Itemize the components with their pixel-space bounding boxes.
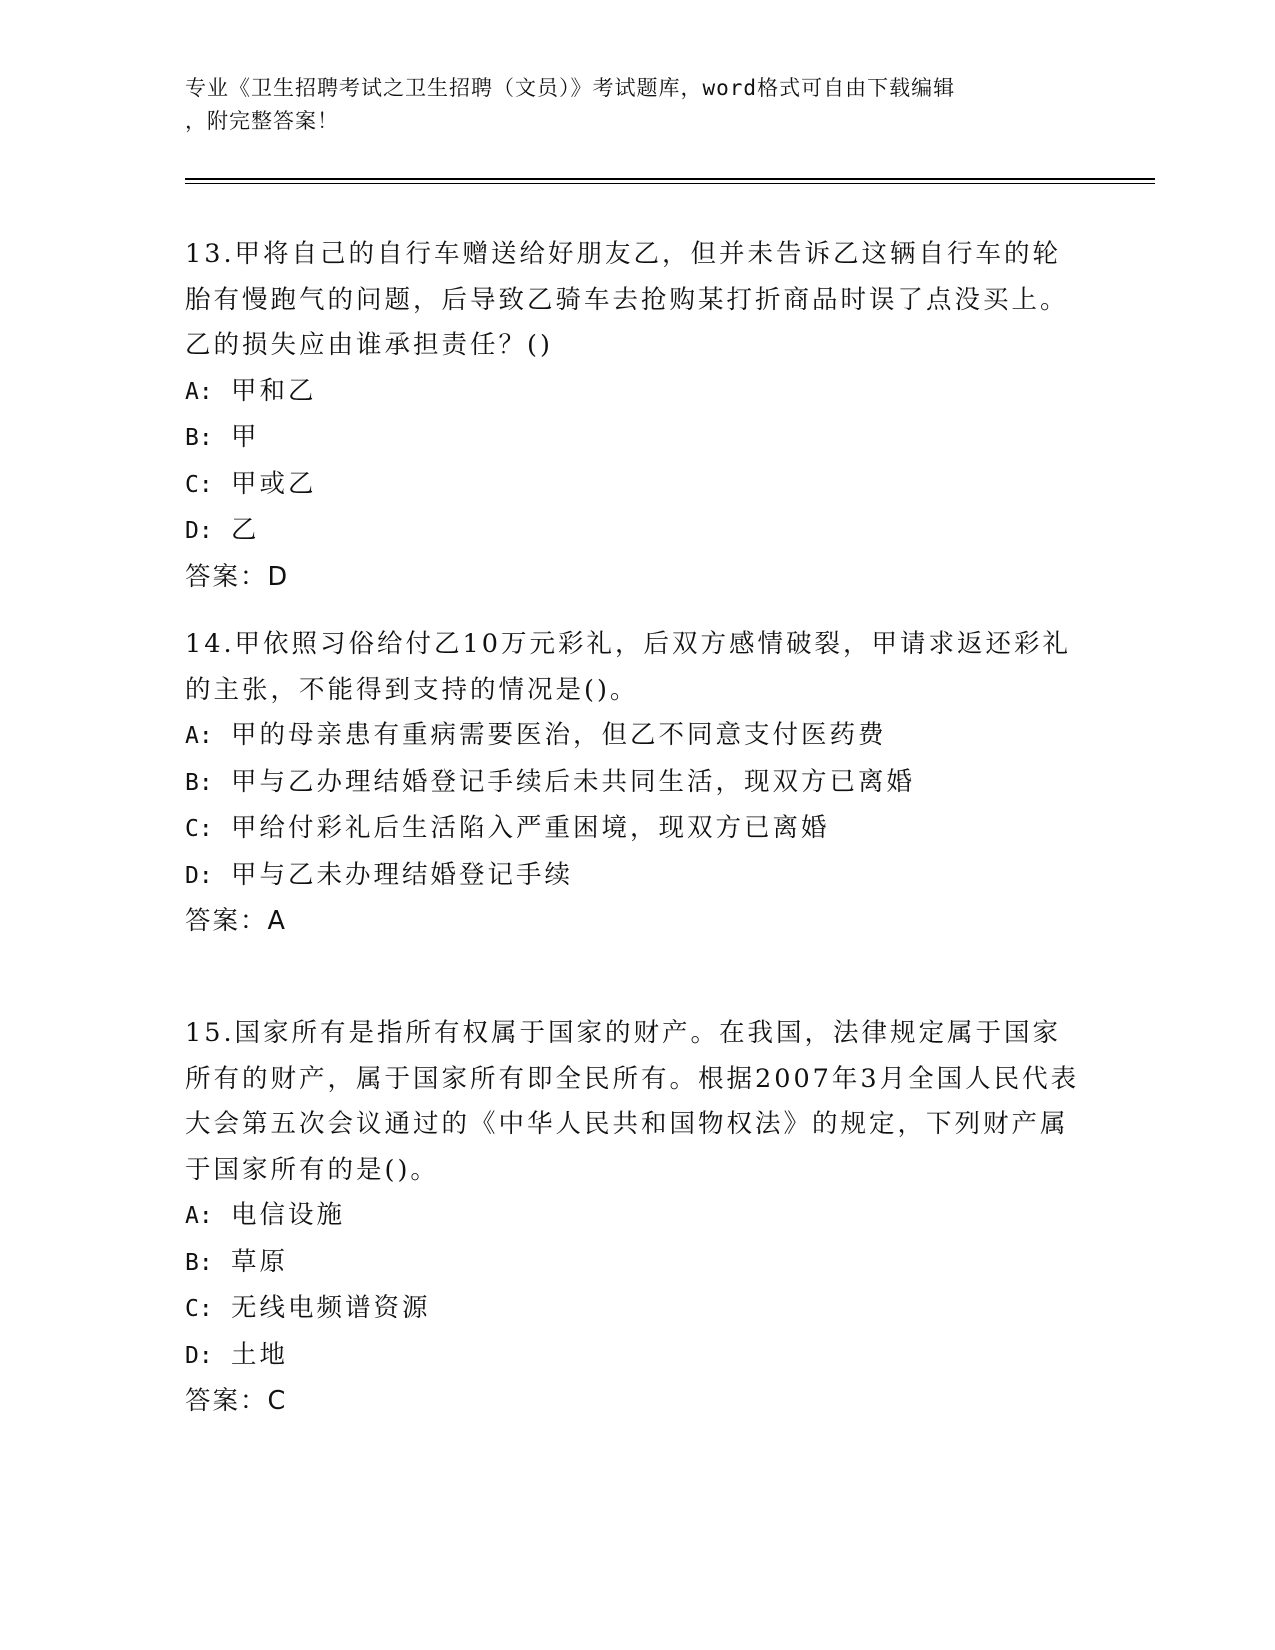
header-line-1: 专业《卫生招聘考试之卫生招聘（文员）》考试题库，word格式可自由下载编辑 [185,76,956,100]
option-b [185,760,1085,807]
option-d [185,508,1085,555]
option-text: 乙 [231,515,260,545]
option-text: 甲 [231,422,260,452]
option-key: A: [185,378,213,405]
option-text: 甲的母亲患有重病需要医治，但乙不同意支付医药费 [231,720,887,750]
question-14 [185,622,1085,945]
option-key: A: [185,723,213,749]
option-text: 电信设施 [231,1200,346,1230]
option-a [185,369,1085,416]
option-text: 甲或乙 [231,468,317,499]
question-text: 13.甲将自己的自行车赠送给好朋友乙，但并未告诉乙这辆自行车的轮胎有慢跑气的问题，后导致乙骑车去抢购某打折商品时误了点没买上。乙的损失应由谁承担责任？() [185,239,1069,360]
header-divider-top [185,178,1155,180]
option-key: B: [185,769,213,796]
answer-line: 答案：A [185,906,287,936]
option-text: 土地 [231,1339,289,1370]
header-line-2: ，附完整答案！ [185,109,339,133]
option-key: D: [185,1342,213,1369]
option-a [185,713,1085,760]
option-key: B: [185,1249,213,1276]
option-key: C: [185,1296,213,1322]
option-key: D: [185,518,213,544]
option-text: 无线电频谱资源 [231,1293,431,1323]
option-text: 甲与乙未办理结婚登记手续 [231,859,574,890]
option-key: B: [185,425,213,451]
option-c [185,462,1085,509]
question-13 [185,232,1085,600]
option-key: A: [185,1203,213,1229]
option-c [185,806,1085,853]
question-text: 15.国家所有是指所有权属于国家的财产。在我国，法律规定属于国家所有的财产，属于国家所有即全民所有。根据2007年3月全国人民代表大会第五次会议通过的《中华人民共和国物权法》的规定，下列财产属于国家所有的是()。 [185,1018,1080,1185]
option-text: 甲给付彩礼后生活陷入严重困境，现双方已离婚 [231,813,830,843]
option-key: C: [185,471,213,498]
question-text: 14.甲依照习俗给付乙10万元彩礼，后双方感情破裂，甲请求返还彩礼的主张，不能得到支持的情况是()。 [185,629,1072,705]
option-a [185,1193,1085,1240]
option-key: C: [185,816,213,842]
option-d [185,1333,1085,1380]
option-text: 草原 [231,1246,289,1277]
option-text: 甲和乙 [231,375,317,406]
question-15 [185,1011,1085,1425]
option-text: 甲与乙办理结婚登记手续后未共同生活，现双方已离婚 [231,766,916,797]
option-b [185,1240,1085,1287]
answer-line: 答案：C [185,1386,288,1416]
option-d [185,853,1085,900]
option-b [185,415,1085,462]
option-key: D: [185,862,213,889]
answer-line: 答案：D [185,561,290,592]
header-divider-bottom [185,183,1155,184]
option-c [185,1286,1085,1333]
document-header [185,72,1065,138]
